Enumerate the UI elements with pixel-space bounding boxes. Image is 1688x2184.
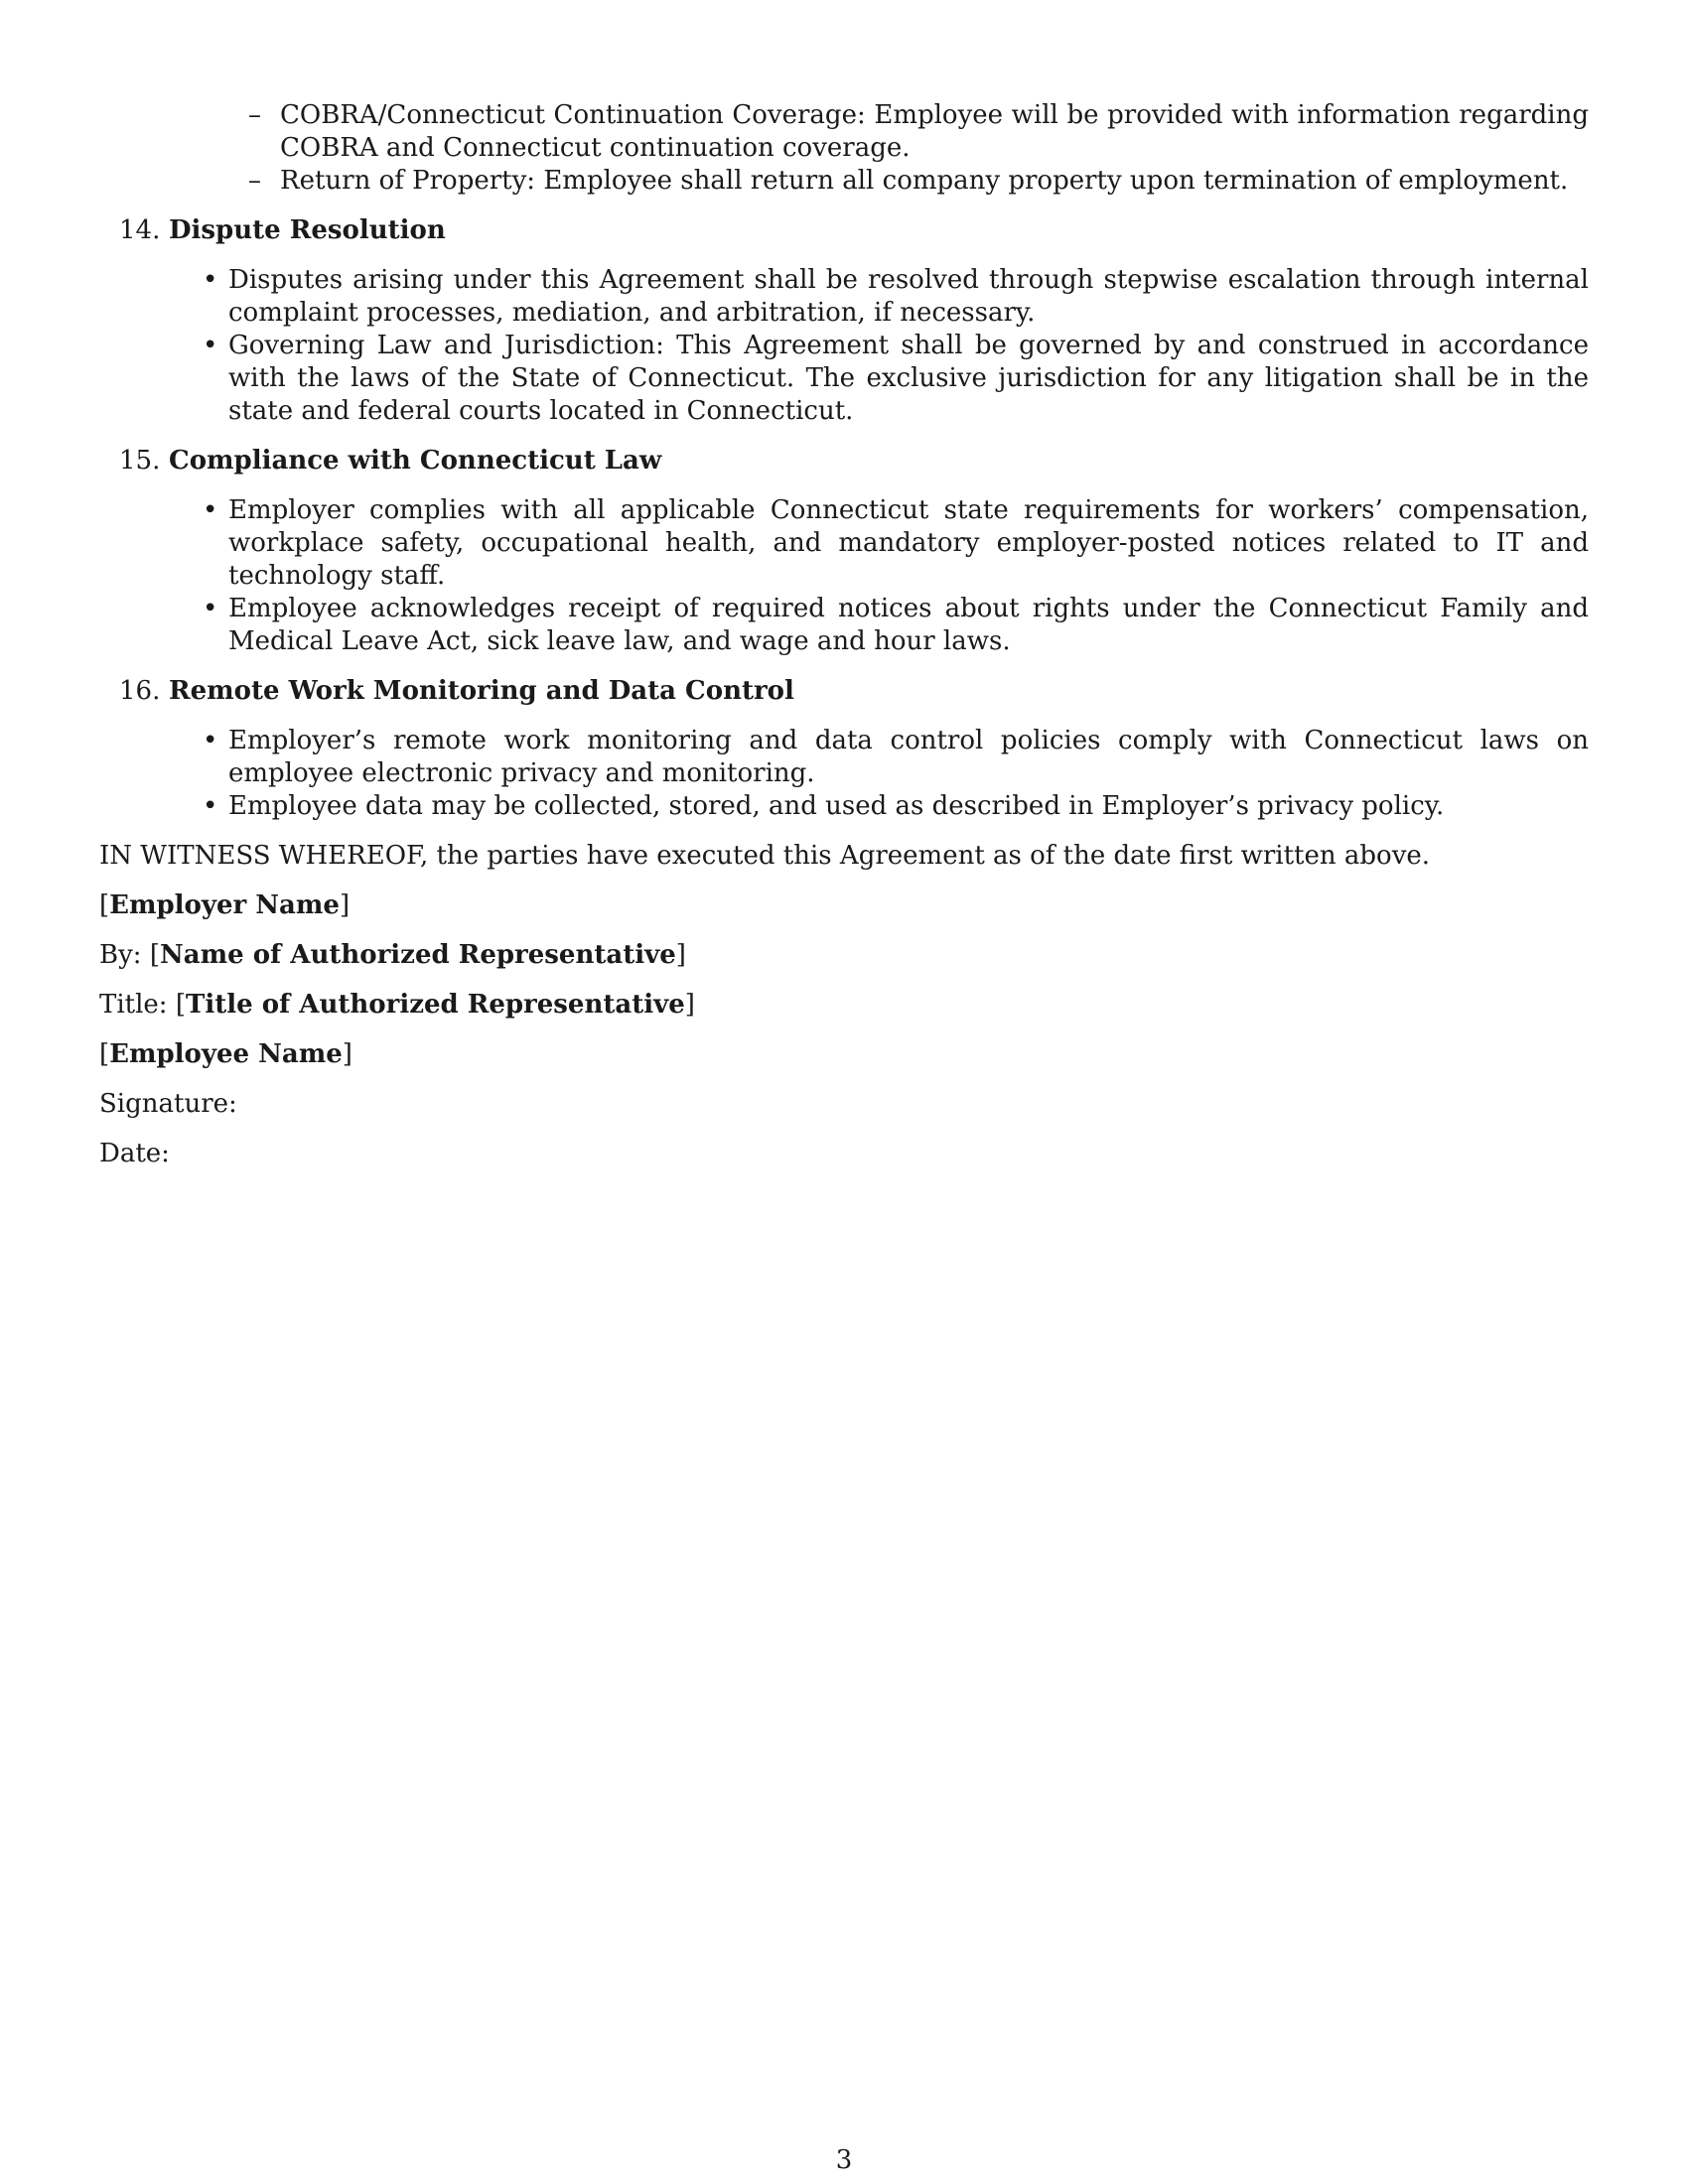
close-bracket: ] [339,890,351,920]
continued-sublist [248,99,1589,198]
list-item-text: Employer’s remote work monitoring and data control policies comply with Connecticut laws on employee electronic privacy and monitoring. [228,726,1589,788]
title-label: Title: [99,990,168,1020]
by-label: By: [99,940,142,970]
date-line: Date: [99,1139,170,1168]
section-number: 16. [119,676,161,706]
section-number: 15. [119,446,161,476]
page-number: 3 [835,2145,853,2175]
list-item [248,165,1589,198]
section-number: 14. [119,215,161,245]
list-item-text: Employee data may be collected, stored, and used as described in Employer’s privacy policy. [228,791,1445,821]
list-item [203,330,1589,428]
section-compliance [99,445,1589,658]
list-item-text: Employee acknowledges receipt of required notices about rights under the Connecticut Family and Medical Leave Act, sick leave law, and wage and hour laws. [228,594,1589,656]
close-bracket: ] [684,990,695,1020]
section-title: Dispute Resolution [169,215,446,245]
representative-title: Title of Authorized Representative [186,990,685,1020]
by-line [99,939,1589,972]
title-line [99,989,1589,1022]
section-title: Compliance with Connecticut Law [169,446,662,476]
bullet-marker: • [203,495,218,525]
signature-line: Signature: [99,1089,237,1119]
list-item-text: COBRA/Connecticut Continuation Coverage: Employee will be provided with information regarding COBRA and Connecticut continuation coverage. [280,100,1589,163]
bullet-marker: • [203,726,218,755]
bullet-marker: • [203,331,218,360]
list-item-text: Governing Law and Jurisdiction: This Agreement shall be governed by and construed in accordance with the laws of the State of Connecticut. The exclusive jurisdiction for any litigation shall be in the state and federal courts located in Connecticut. [228,331,1589,426]
bullet-list [203,264,1589,428]
employee-name-line [99,1038,1589,1071]
document-page [99,99,1589,1170]
section-heading [119,445,1589,478]
close-bracket: ] [675,940,686,970]
bullet-marker: • [203,594,218,623]
list-item [203,790,1589,823]
bullet-marker: • [203,265,218,295]
section-heading [119,214,1589,247]
close-bracket: ] [342,1039,352,1069]
dash-marker: – [248,166,261,196]
employer-name: Employer Name [109,890,340,920]
list-item-text: Disputes arising under this Agreement shall be resolved through stepwise escalation through internal complaint processes, mediation, and arbitration, if necessary. [228,265,1589,328]
bullet-list [203,494,1589,658]
list-item [248,99,1589,165]
section-heading [119,675,1589,708]
section-dispute-resolution [99,214,1589,428]
section-title: Remote Work Monitoring and Data Control [169,676,794,706]
open-bracket: [ [149,940,160,970]
list-item [203,264,1589,330]
employee-name: Employee Name [109,1039,343,1069]
open-bracket: [ [99,1039,110,1069]
list-item [203,494,1589,593]
dash-marker: – [248,100,261,130]
witness-statement: IN WITNESS WHEREOF, the parties have executed this Agreement as of the date first written above. [99,841,1431,871]
representative-name: Name of Authorized Representative [159,940,676,970]
list-item [203,725,1589,790]
section-remote-work [99,675,1589,823]
open-bracket: [ [175,990,186,1020]
bullet-list [203,725,1589,823]
list-item-text: Return of Property: Employee shall return all company property upon termination of employment. [280,166,1569,196]
bullet-marker: • [203,791,218,821]
open-bracket: [ [99,890,110,920]
employer-name-line [99,889,1589,922]
list-item [203,593,1589,658]
list-item-text: Employer complies with all applicable Connecticut state requirements for workers’ compensation, workplace safety, occupational health, and mandatory employer-posted notices related to IT and technology staff. [228,495,1589,591]
